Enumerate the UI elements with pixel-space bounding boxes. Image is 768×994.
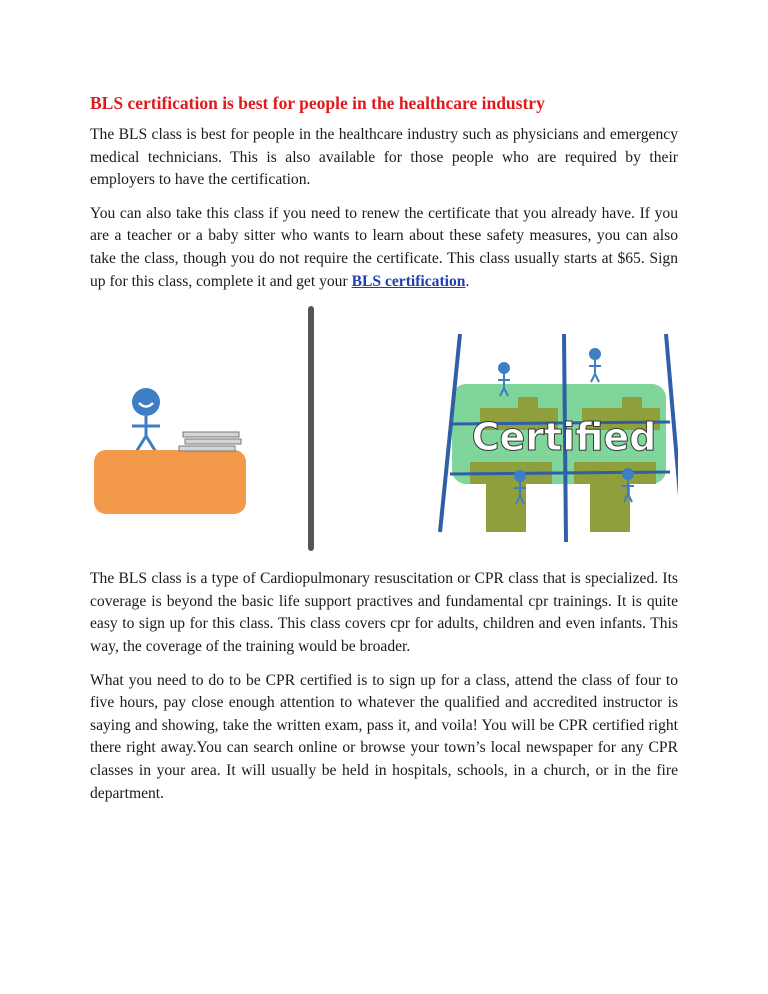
paragraph-renewal xyxy=(90,203,678,293)
illustration xyxy=(90,304,678,554)
paragraph-cpr-class: The BLS class is a type of Cardiopulmonary resuscitation or CPR class that is specialized. Its coverage is beyond the basic life support practives and fundamental cpr trainings. It is quite easy to sign up for this class. This class covers cpr for adults, children and even infants. This way, the coverage of the training would be broader. xyxy=(90,570,678,655)
paper-stack xyxy=(179,432,241,451)
paragraph-renewal-text: You can also take this class if you need to renew the certificate that you already have. If you are a teacher or a baby sitter who wants to learn about these safety measures, you can also take the class, though you do not require the certificate. This class usually starts at $65. Sign up for this class, complete it and get your xyxy=(90,204,678,290)
paragraph-how-to-certify: What you need to do to be CPR certified is to sign up for a class, attend the class of four to five hours, pay close enough attention to whatever the qualified and accredited instructor is saying and showing, take the written exam, pass it, and voila! You will be CPR certified right there right away.You can search online or browse your town’s local newspaper for any CPR classes in your area. It will usually be held in hospitals, schools, in a church, or in the fire department. xyxy=(90,671,678,802)
bls-certification-link[interactable]: BLS certification xyxy=(351,272,466,290)
certified-scene xyxy=(440,334,678,542)
illustration-graphic xyxy=(90,304,678,554)
certified-label: Certified xyxy=(471,415,657,460)
divider-bar xyxy=(308,306,314,551)
document-page xyxy=(90,92,678,816)
paragraph-intro: The BLS class is best for people in the healthcare industry such as physicians and emergency medical technicians. This is also available for those people who are required by their employers to have the certification. xyxy=(90,126,678,189)
desk xyxy=(94,450,246,514)
section-heading: BLS certification is best for people in the healthcare industry xyxy=(90,93,545,113)
person-figure-left xyxy=(132,388,160,452)
person-figure-top-right xyxy=(589,349,601,382)
paragraph-renewal-end: . xyxy=(465,272,470,290)
desk-scene xyxy=(94,388,246,514)
